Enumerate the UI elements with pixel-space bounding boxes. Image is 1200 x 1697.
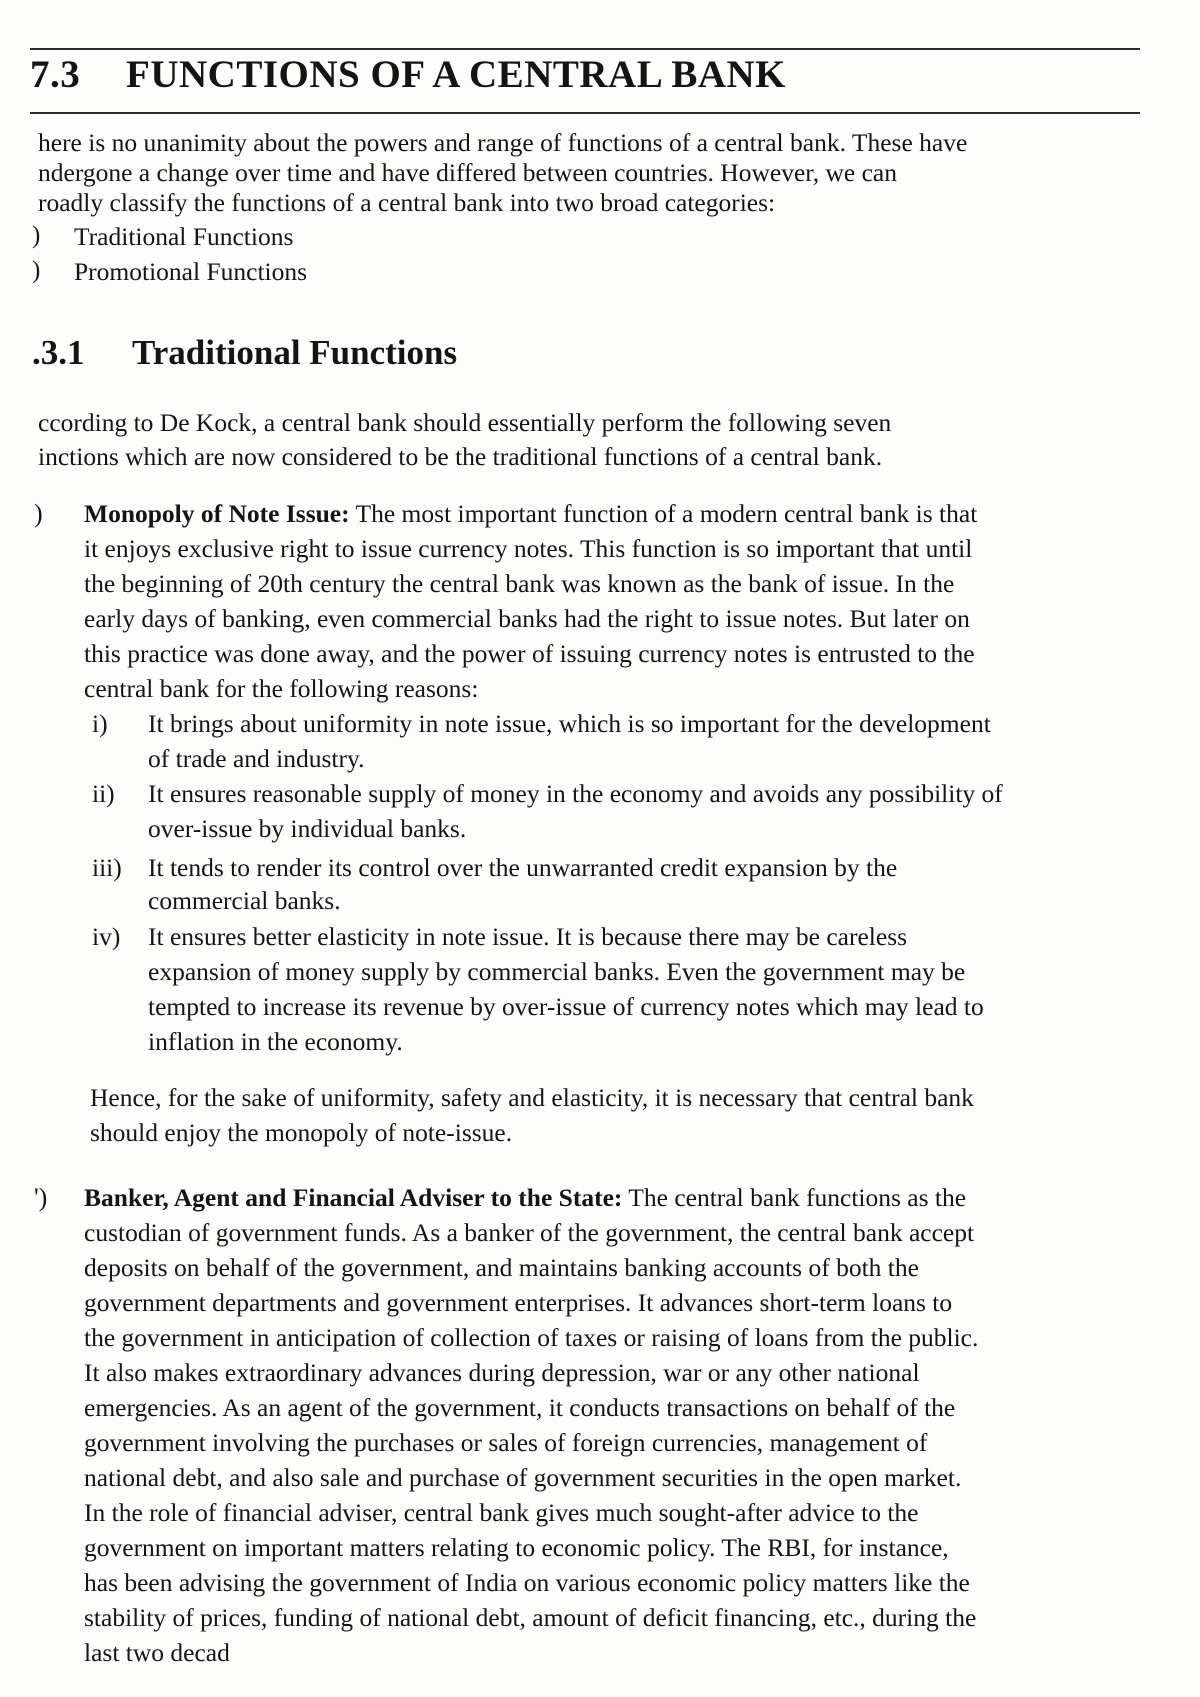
reason-line: over-issue by individual banks. [148,814,467,843]
reason-marker: iv) [92,922,121,951]
category-label: Promotional Functions [74,257,308,286]
function-1-first-line [84,499,977,529]
reason-marker: i) [92,709,108,738]
reason-marker: ii) [92,779,115,808]
function-1-text: The most important function of a modern central bank is that [349,499,978,528]
subsection-number: .3.1 [32,333,85,372]
intro-line: ndergone a change over time and have differed between countries. However, we can [38,158,897,187]
function-1-line: early days of banking, even commercial banks had the right to issue notes. But later on [84,604,970,633]
reason-line: It brings about uniformity in note issue, which is so important for the development [148,709,991,738]
intro-line: here is no unanimity about the powers and range of functions of a central bank. These have [38,128,968,157]
function-2-line: last two decad [84,1638,230,1667]
function-2-line: deposits on behalf of the government, and maintains banking accounts of both the [84,1253,919,1282]
closing-line: Hence, for the sake of uniformity, safety and elasticity, it is necessary that central bank [90,1083,974,1112]
function-2-text: The central bank functions as the [622,1183,967,1212]
function-2-first-line [84,1183,966,1213]
reason-line: commercial banks. [148,886,341,915]
section-number: 7.3 [30,53,81,96]
reason-line: inflation in the economy. [148,1027,403,1056]
reason-marker: iii) [92,853,122,882]
reason-line: tempted to increase its revenue by over-issue of currency notes which may lead to [148,992,984,1021]
dekock-line: inctions which are now considered to be the traditional functions of a central bank. [38,442,883,471]
function-1-line: this practice was done away, and the power of issuing currency notes is entrusted to the [84,639,975,668]
reason-line: It ensures better elasticity in note issue. It is because there may be careless [148,922,908,951]
intro-line: roadly classify the functions of a central bank into two broad categories: [38,188,776,217]
subsection-heading [32,333,457,373]
function-1-line: central bank for the following reasons: [84,674,479,703]
function-2-line: government on important matters relating to economic policy. The RBI, for instance, [84,1533,949,1562]
function-2-title: Banker, Agent and Financial Adviser to the State: [84,1183,623,1212]
heading-rule-bottom [30,112,1140,114]
function-2-line: custodian of government funds. As a banker of the government, the central bank accept [84,1218,975,1247]
function-2-line: In the role of financial adviser, central bank gives much sought-after advice to the [84,1498,919,1527]
function-2-line: stability of prices, funding of national debt, amount of deficit financing, etc., during the [84,1603,977,1632]
function-1-line: it enjoys exclusive right to issue currency notes. This function is so important that until [84,534,973,563]
function-2-line: national debt, and also sale and purchase of government securities in the open market. [84,1463,962,1492]
reason-line: of trade and industry. [148,744,365,773]
function-1-title: Monopoly of Note Issue: [84,499,350,528]
reason-line: expansion of money supply by commercial banks. Even the government may be [148,957,966,986]
heading-rule-top [30,48,1140,50]
category-marker: ) [32,257,41,284]
function-2-line: government departments and government enterprises. It advances short-term loans to [84,1288,953,1317]
section-title: FUNCTIONS OF A CENTRAL BANK [126,53,786,96]
reason-line: It tends to render its control over the unwarranted credit expansion by the [148,853,898,882]
function-2-line: It also makes extraordinary advances during depression, war or any other national [84,1358,920,1387]
function-2-line: has been advising the government of India on various economic policy matters like the [84,1568,970,1597]
closing-line: should enjoy the monopoly of note-issue. [90,1118,513,1147]
function-marker: ) [34,499,43,528]
subsection-title: Traditional Functions [132,333,458,372]
category-marker: ) [32,222,41,249]
function-1-line: the beginning of 20th century the central bank was known as the bank of issue. In the [84,569,955,598]
category-label: Traditional Functions [74,222,294,251]
reason-line: It ensures reasonable supply of money in the economy and avoids any possibility of [148,779,1003,808]
function-marker: ') [34,1183,48,1212]
dekock-line: ccording to De Kock, a central bank should essentially perform the following seven [38,408,892,437]
function-2-line: government involving the purchases or sales of foreign currencies, management of [84,1428,928,1457]
function-2-line: the government in anticipation of collection of taxes or raising of loans from the public. [84,1323,979,1352]
section-heading [30,52,786,97]
function-2-line: emergencies. As an agent of the government, it conducts transactions on behalf of the [84,1393,956,1422]
